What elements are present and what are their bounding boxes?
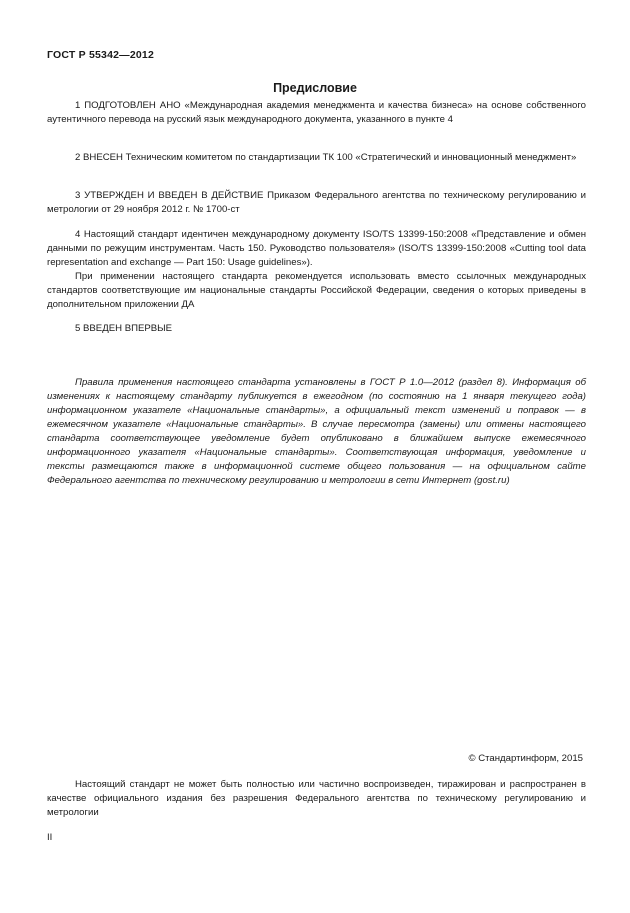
item-3-text: 3 УТВЕРЖДЕН И ВВЕДЕН В ДЕЙСТВИЕ Приказом Федерального агентства по техническому регулированию и метрологии от 29 ноября 2012 г. № 1700-ст	[47, 190, 586, 215]
rules-note-text: Правила применения настоящего стандарта установлены в ГОСТ Р 1.0—2012 (раздел 8). Информация об изменениях к настоящему стандарту публикуется в ежегодном (по состоянию на 1 января текущего года) информационном указателе «Национальные стандарты», а официальный текст изменений и поправок — в ежемесячном указателе «Национальные стандарты». В случае пересмотра (замены) или отмены настоящего стандарта соответствующее уведомление будет опубликовано в ближайшем выпуске ежемесячного информационного указателя «Национальные стандарты». Соответствующая информация, уведомление и тексты размещаются также в информационной системе общего пользования — на официальном сайте Федерального агентства по техническому регулированию и метрологии в сети Интернет (gost.ru)	[47, 377, 586, 486]
page-number: II	[47, 832, 53, 843]
page-title: Предисловие	[273, 81, 357, 95]
copyright: © Стандартинформ, 2015	[468, 753, 583, 764]
item-4	[47, 228, 586, 312]
reproduction-note	[47, 778, 586, 820]
rules-note	[47, 376, 586, 488]
item-4-text: 4 Настоящий стандарт идентичен международному документу ISO/TS 13399-150:2008 «Представление и обмен данными по режущим инструментам. Часть 150. Руководство пользователя» (ISO/TS 13399-150:2008 «Cutting tool data representation and exchange — Part 150: Usage guidelines»).	[47, 229, 586, 268]
item-2-text: 2 ВНЕСЕН Техническим комитетом по стандартизации ТК 100 «Стратегический и инновационный менеджмент»	[75, 152, 577, 163]
reproduction-note-text: Настоящий стандарт не может быть полностью или частично воспроизведен, тиражирован и распространен в качестве официального издания без разрешения Федерального агентства по техническому регулированию и метрологии	[47, 779, 586, 818]
item-1-text: 1 ПОДГОТОВЛЕН АНО «Международная академия менеджмента и качества бизнеса» на основе собственного аутентичного перевода на русский язык международного документа, указанного в пункте 4	[47, 100, 586, 125]
item-2	[47, 151, 586, 165]
item-5-text: 5 ВВЕДЕН ВПЕРВЫЕ	[75, 323, 173, 334]
document-code: ГОСТ Р 55342—2012	[47, 49, 155, 61]
item-1	[47, 99, 586, 127]
item-3	[47, 189, 586, 217]
item-4-note: При применении настоящего стандарта рекомендуется использовать вместо ссылочных международных стандартов соответствующие им национальные стандарты Российской Федерации, сведения о которых приведены в дополнительном приложении ДА	[47, 271, 586, 310]
item-5	[47, 322, 586, 336]
